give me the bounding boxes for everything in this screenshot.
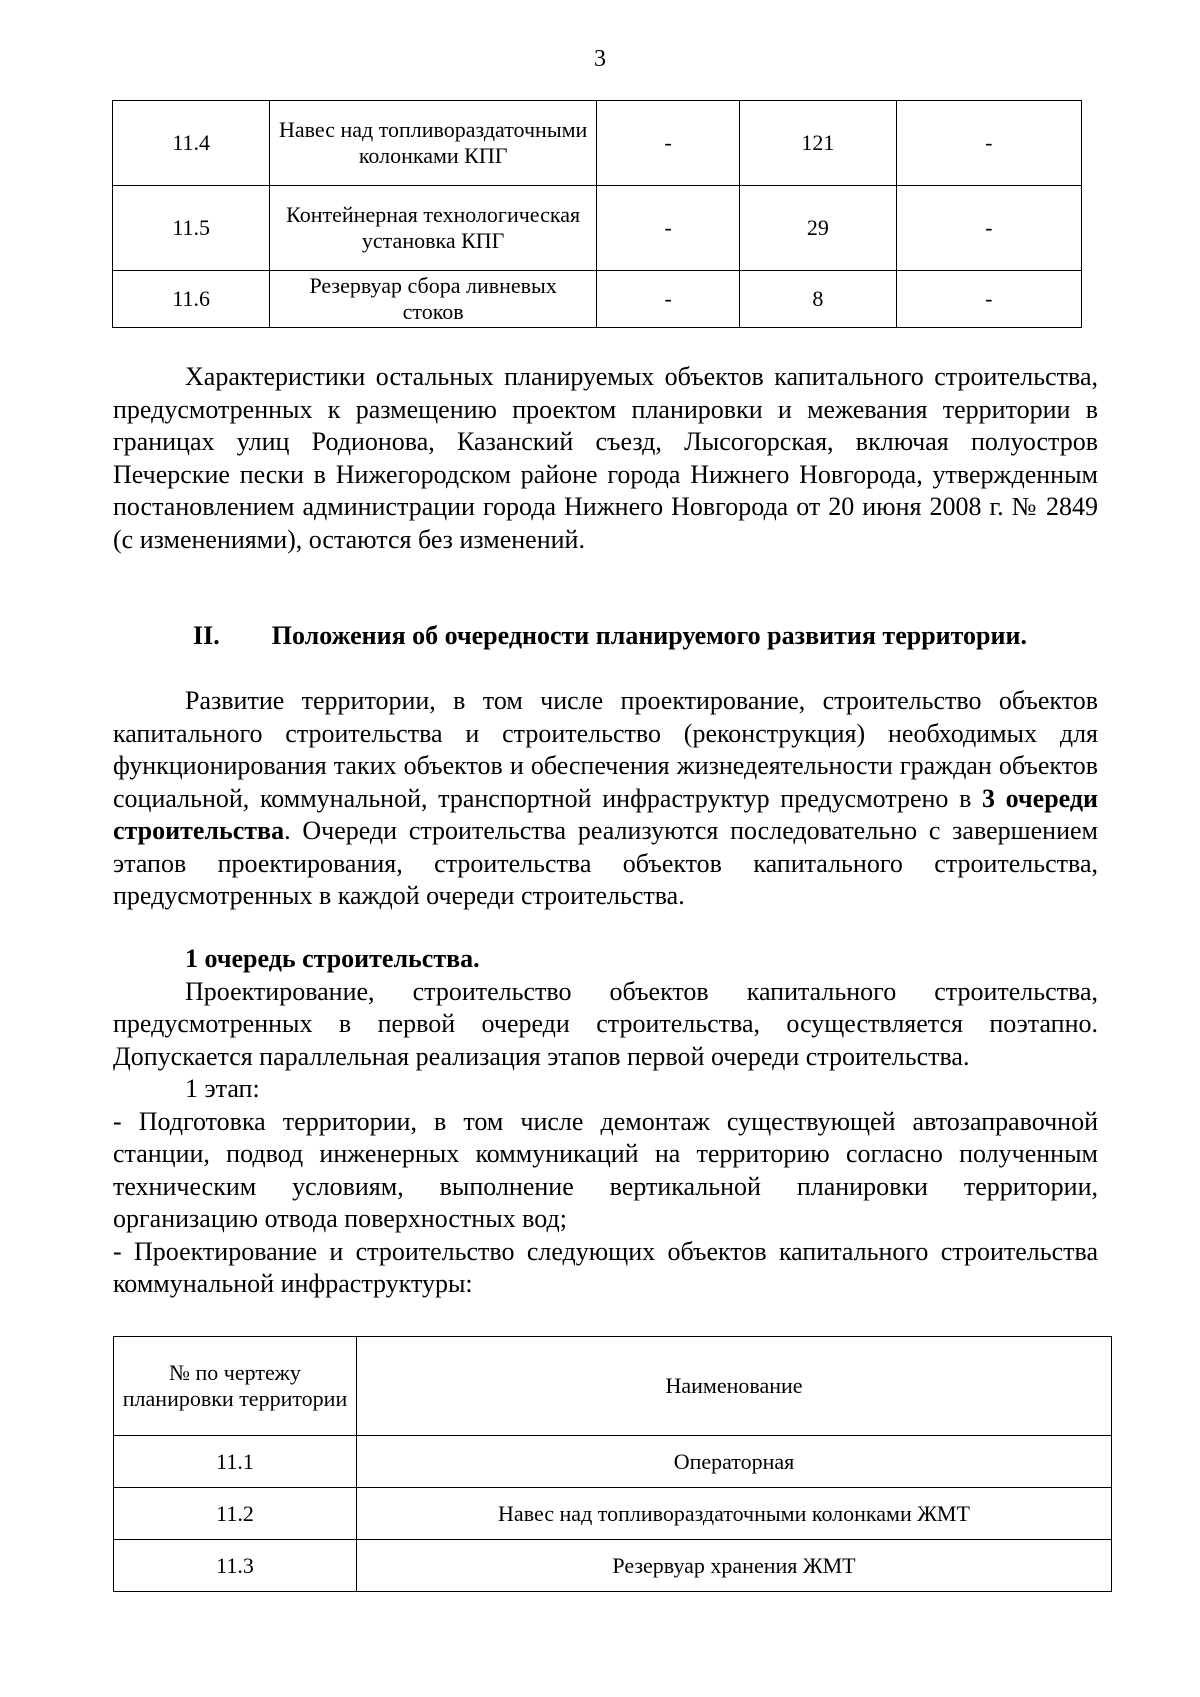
header-name: Наименование (357, 1337, 1112, 1436)
cell-number: 11.4 (113, 101, 270, 186)
cell-name: Контейнерная технологическая установка КПГ (270, 186, 597, 271)
section-title: Положения об очередности планируемого развития территории. (271, 621, 1027, 650)
development-text-part1: Развитие территории, в том числе проектирование, строительство объектов капитального строительства и строительство (реконструкция) необходимых для функционирования таких объектов и обеспечения жизнедеятельности граждан объектов социальной, коммунальной, транспортной инфраструктур предусмотрено в (113, 686, 1098, 813)
cell-number: 11.5 (113, 186, 270, 271)
stage1-item-construction: - Проектирование и строительство следующих объектов капитального строительства коммунальной инфраструктуры: (113, 1236, 1098, 1298)
development-text-bold: 3 очереди строительства (113, 783, 1098, 845)
cell-value: 8 (740, 271, 896, 328)
cell-number: 11.3 (114, 1540, 357, 1592)
cell-value: - (896, 271, 1081, 328)
cell-number: 11.2 (114, 1488, 357, 1540)
section-number: II. (193, 621, 220, 650)
cell-number: 11.6 (113, 271, 270, 328)
table-row (114, 1540, 1112, 1592)
stage1-title: 1 очередь строительства. (185, 944, 480, 973)
cell-value: - (896, 101, 1081, 186)
cell-value: - (596, 101, 739, 186)
development-text-part2: . Очереди строительства реализуются последовательно с завершением этапов проектирования, строительства объектов капитального строительства, предусмотренных в каждой очереди строительства. (113, 816, 1098, 910)
objects-table-continued (112, 100, 1082, 328)
stage1-item-preparation: - Подготовка территории, в том числе демонтаж существующей автозаправочной станции, подвод инженерных коммуникаций на территорию согласно полученным техническим условиям, выполнение вертикальной планировки территории, организацию отвода поверхностных вод; (113, 1106, 1098, 1233)
table-row (113, 186, 1082, 271)
table-header-row (114, 1337, 1112, 1436)
development-paragraph-block (113, 685, 1098, 913)
development-paragraph (113, 685, 1098, 913)
cell-number: 11.1 (114, 1436, 357, 1488)
table-row (114, 1488, 1112, 1540)
cell-value: - (596, 186, 739, 271)
characteristics-paragraph-block (113, 361, 1098, 556)
cell-name: Навес над топливораздаточными колонками ЖМТ (357, 1488, 1112, 1540)
stage1-paragraph: Проектирование, строительство объектов капитального строительства, предусмотренных в первой очереди строительства, осуществляется поэтапно. Допускается параллельная реализация этапов первой очереди строительства. (113, 976, 1098, 1071)
table-row (114, 1436, 1112, 1488)
cell-value: 121 (740, 101, 896, 186)
table-row (113, 101, 1082, 186)
page-number: 3 (594, 46, 606, 72)
stage1-objects-table (113, 1336, 1112, 1592)
cell-name: Навес над топливораздаточными колонками КПГ (270, 101, 597, 186)
header-number: № по чертежу планировки территории (114, 1337, 357, 1436)
section-heading (113, 620, 1098, 652)
stage1-step: 1 этап: (185, 1074, 260, 1103)
table-row (113, 271, 1082, 328)
cell-name: Операторная (357, 1436, 1112, 1488)
cell-value: 29 (740, 186, 896, 271)
stage1-block (113, 943, 1098, 1301)
cell-name: Резервуар хранения ЖМТ (357, 1540, 1112, 1592)
cell-value: - (596, 271, 739, 328)
characteristics-paragraph: Характеристики остальных планируемых объектов капитального строительства, предусмотренных к размещению проектом планировки и межевания территории в границах улиц Родионова, Казанский съезд, Лысогорская, включая полуостров Печерские пески в Нижегородском районе города Нижнего Новгорода, утвержденным постановлением администрации города Нижнего Новгорода от 20 июня 2008 г. № 2849 (с изменениями), остаются без изменений. (113, 362, 1098, 554)
cell-value: - (896, 186, 1081, 271)
cell-name: Резервуар сбора ливневых стоков (270, 271, 597, 328)
